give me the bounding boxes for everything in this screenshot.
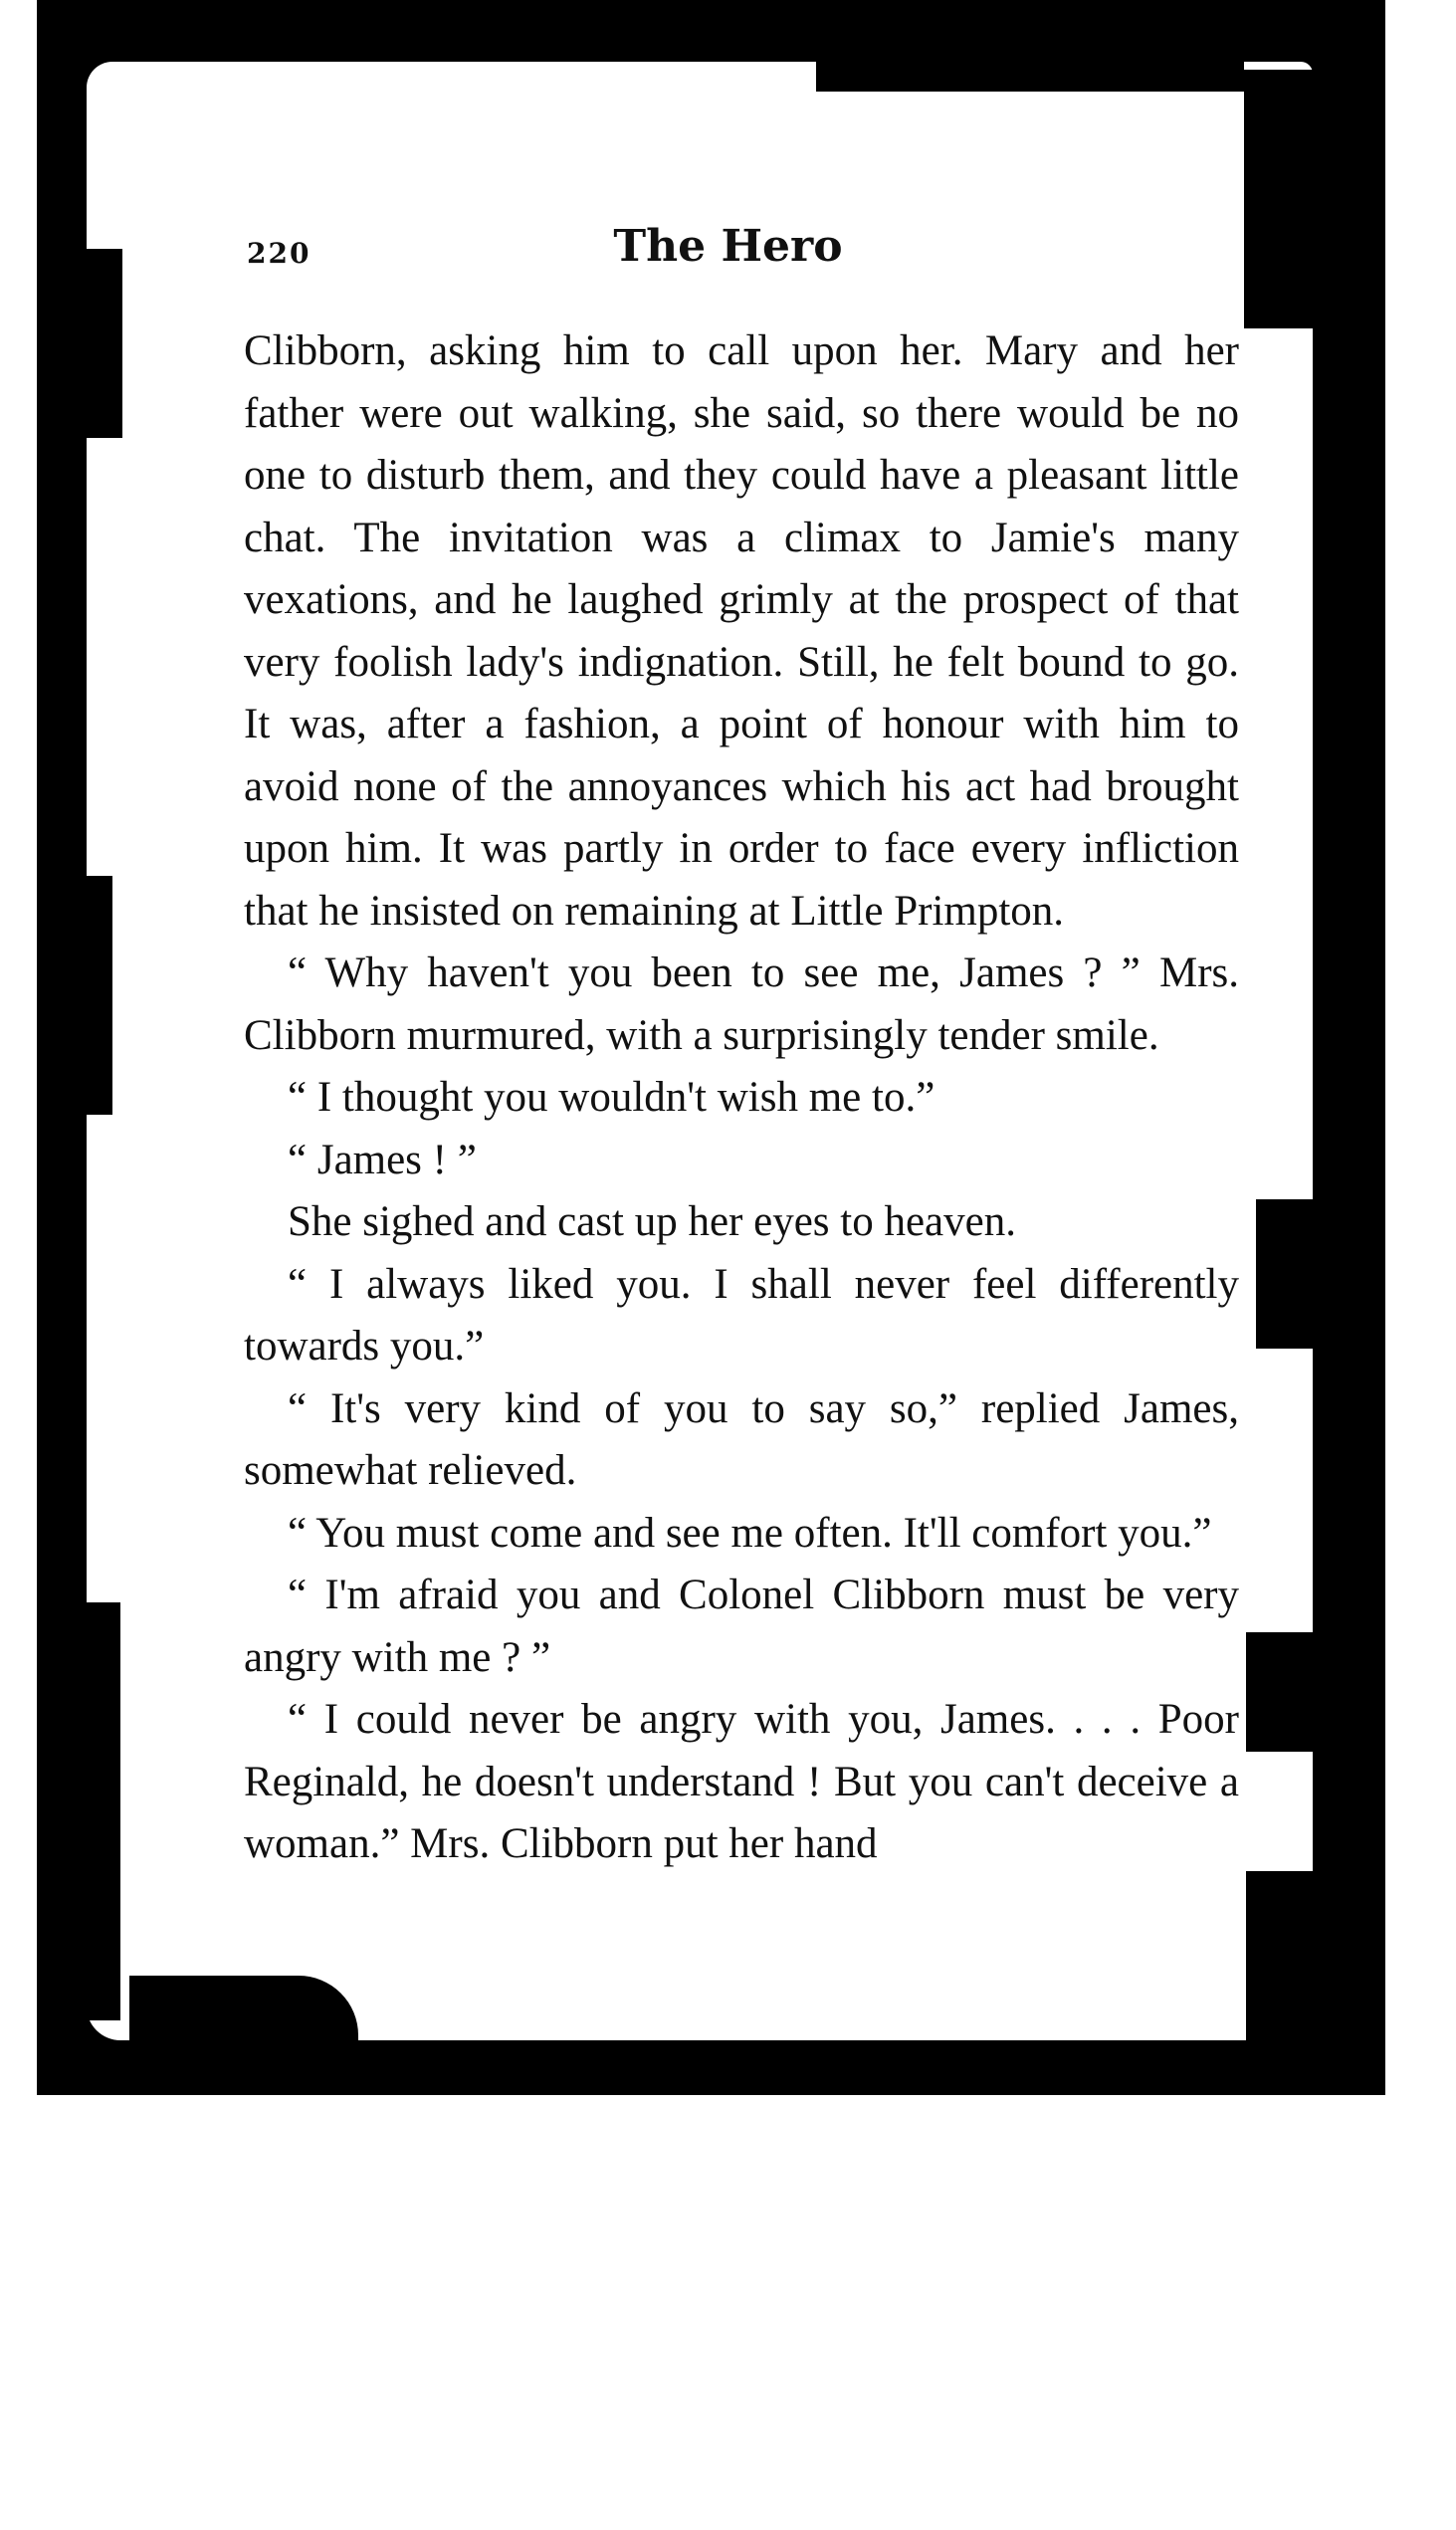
- paragraph: She sighed and cast up her eyes to heaven.: [288, 1198, 1016, 1245]
- scan-edge-notch: [129, 1976, 358, 2040]
- paragraph: “ I always liked you. I shall never feel differently towards you.”: [244, 1260, 1239, 1370]
- paragraph: “ I could never be angry with you, James. . . . Poor Reginald, he doesn't understand ! But you can't deceive a woman.” Mrs. Clibborn put her hand: [244, 1696, 1239, 1867]
- scan-edge-notch: [1256, 1199, 1314, 1349]
- scan-edge-notch: [1246, 1871, 1314, 2040]
- paragraph: “ It's very kind of you to say so,” replied James, somewhat relieved.: [244, 1384, 1239, 1494]
- paragraph: “ I'm afraid you and Colonel Clibborn must be very angry with me ? ”: [244, 1572, 1239, 1681]
- paragraph: “ You must come and see me often. It'll comfort you.”: [288, 1509, 1212, 1557]
- page-number: 220: [247, 237, 312, 270]
- paragraph: “ I thought you wouldn't wish me to.”: [288, 1074, 936, 1121]
- scan-edge-notch: [1244, 70, 1314, 328]
- scan-edge-notch: [87, 249, 122, 438]
- paragraph: Clibborn, asking him to call upon her. Mary and her father were out walking, she said, so there would be no one to disturb them, and they could have a pleasant little chat. The invitation was a climax to Jamie's many vexations, and he laughed grimly at the prospect of that very foolish lady's indignation. Still, he felt bound to go. It was, after a fashion, a point of honour with him to avoid none of the annoyances which his act had brought upon him. It was partly in order to face every infliction that he insisted on remaining at Little Primpton.: [244, 327, 1239, 935]
- scan-edge-notch: [1246, 1632, 1314, 1752]
- scan-edge-notch: [87, 1602, 120, 2020]
- paragraph: “ Why haven't you been to see me, James ? ” Mrs. Clibborn murmured, with a surprisingly tender smile.: [244, 949, 1239, 1059]
- running-head: The Hero: [613, 221, 843, 272]
- scan-edge-notch: [816, 62, 1244, 92]
- body-text: [244, 320, 1239, 1876]
- scan-edge-notch: [87, 876, 112, 1115]
- paragraph: “ James ! ”: [288, 1136, 477, 1183]
